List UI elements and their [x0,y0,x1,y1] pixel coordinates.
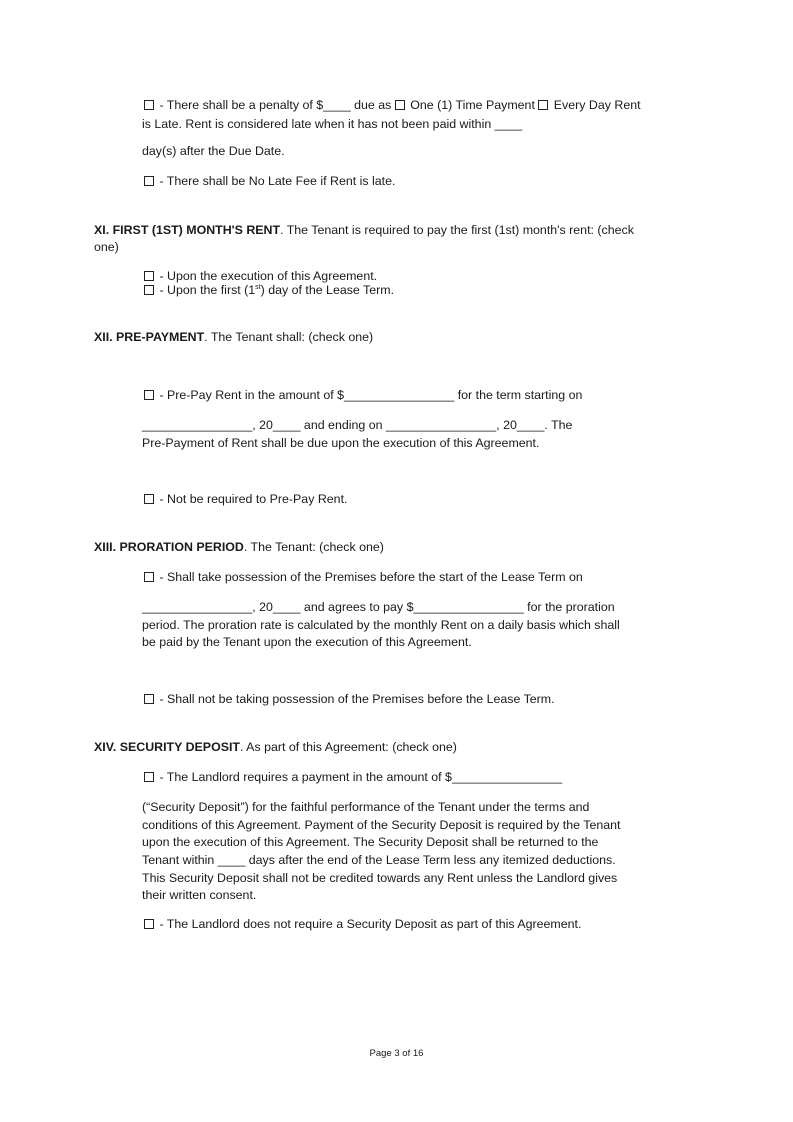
security-deposit-para-line: (“Security Deposit”) for the faithful performance of the Tenant under the terms and [142,800,590,814]
section-xii-option-1: - Pre-Pay Rent in the amount of $________________ for the term starting on [144,387,582,404]
checkbox[interactable] [144,271,154,281]
security-deposit-para-line: upon the execution of this Agreement. The Security Deposit shall be returned to the [142,835,599,849]
section-xiii-heading: XIII. PRORATION PERIOD. The Tenant: (check one) [94,540,384,554]
section-xii-option-1-line-2: ________________, 20____ and ending on ________________, 20____. The [142,418,573,432]
checkbox[interactable] [144,176,154,186]
section-xiii-option-1-line-4: be paid by the Tenant upon the execution of this Agreement. [142,635,472,649]
page-number: Page 3 of 16 [369,1048,424,1059]
penalty-line-3: day(s) after the Due Date. [142,144,285,158]
section-xiii-option-2: - Shall not be taking possession of the Premises before the Lease Term. [144,691,555,708]
checkbox[interactable] [538,100,548,110]
section-xi-option-1: - Upon the execution of this Agreement. [144,268,377,285]
checkbox[interactable] [144,100,154,110]
checkbox[interactable] [144,694,154,704]
security-deposit-para-line: their written consent. [142,888,257,902]
section-xiv-option-1: - The Landlord requires a payment in the amount of $________________ [144,769,562,786]
section-xi-text-2: one) [94,240,119,254]
checkbox[interactable] [144,494,154,504]
security-deposit-para-line: Tenant within ____ days after the end of the Lease Term less any itemized deductions. [142,853,616,867]
security-deposit-para-line: conditions of this Agreement. Payment of the Security Deposit is required by the Tenant [142,818,621,832]
checkbox[interactable] [144,572,154,582]
section-xiii-option-1-line-2: ________________, 20____ and agrees to pay $________________ for the proration [142,600,615,614]
penalty-line-2: is Late. Rent is considered late when it has not been paid within ____ [142,117,523,131]
section-xii-heading: XII. PRE-PAYMENT. The Tenant shall: (check one) [94,330,374,344]
security-deposit-para-line: This Security Deposit shall not be credited towards any Rent unless the Landlord gives [142,871,618,885]
checkbox[interactable] [144,285,154,295]
penalty-line-1: - There shall be a penalty of $____ due as One (1) Time Payment Every Day Rent [144,97,641,114]
section-xi-heading: XI. FIRST (1ST) MONTH'S RENT. The Tenant is required to pay the first (1st) month's rent: (check [94,223,634,237]
section-xii-option-1-line-3: Pre-Payment of Rent shall be due upon the execution of this Agreement. [142,436,540,450]
checkbox[interactable] [395,100,405,110]
checkbox[interactable] [144,919,154,929]
no-late-fee-option: - There shall be No Late Fee if Rent is late. [144,173,395,190]
section-xiv-heading: XIV. SECURITY DEPOSIT. As part of this Agreement: (check one) [94,740,457,754]
section-xi-option-2: - Upon the first (1st) day of the Lease Term. [144,282,394,299]
checkbox[interactable] [144,772,154,782]
section-xiv-option-2: - The Landlord does not require a Security Deposit as part of this Agreement. [144,916,581,933]
section-xiii-option-1-line-3: period. The proration rate is calculated by the monthly Rent on a daily basis which shall [142,618,620,632]
section-xiii-option-1: - Shall take possession of the Premises before the start of the Lease Term on [144,569,583,586]
checkbox[interactable] [144,390,154,400]
section-xii-option-2: - Not be required to Pre-Pay Rent. [144,491,347,508]
